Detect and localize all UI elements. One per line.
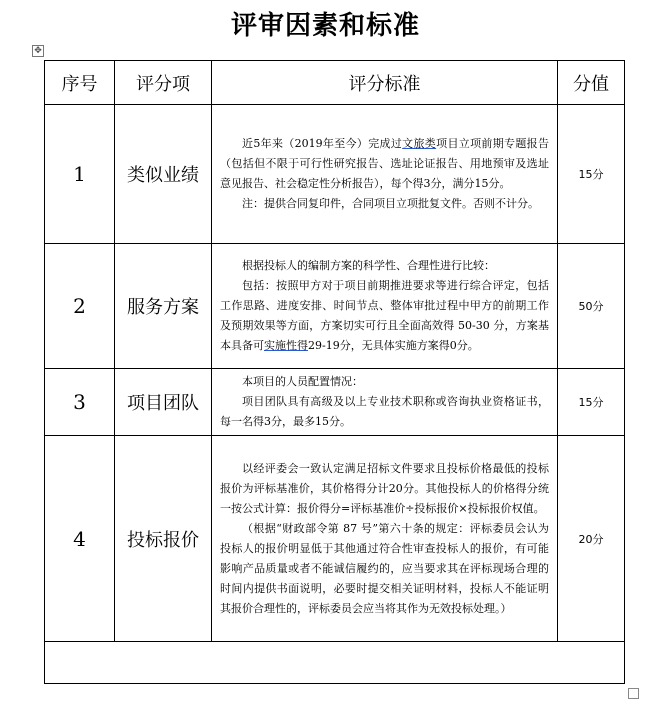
row-score: 20分 <box>558 436 625 642</box>
underlined-text: 实施性得 <box>264 339 308 352</box>
standard-paragraph: 本项目的人员配置情况： <box>242 375 363 388</box>
standard-paragraph: 根据投标人的编制方案的科学性、合理性进行比较： <box>242 259 495 272</box>
table-empty-row <box>45 642 625 684</box>
header-score: 分值 <box>558 61 625 105</box>
row-item: 投标报价 <box>115 436 212 642</box>
standard-paragraph <box>220 134 549 194</box>
row-score: 50分 <box>558 244 625 369</box>
text-run: 项目立项前期专题报告（包括但不限于可行性研究报告、选址论证报告、用地预审及选址意见报告、社会稳定性分析报告），每个得3分，满分15分。 <box>220 137 550 190</box>
row-item: 项目团队 <box>115 369 212 436</box>
row-item: 服务方案 <box>115 244 212 369</box>
row-no: 4 <box>45 436 115 642</box>
scoring-table <box>44 60 625 684</box>
standard-paragraph <box>220 276 549 356</box>
table-header-row <box>45 61 625 105</box>
row-standard <box>212 105 558 244</box>
table-row <box>45 244 625 369</box>
standard-note: 注：提供合同复印件，合同项目立项批复文件。否则不计分。 <box>242 197 539 210</box>
page-title: 评审因素和标准 <box>230 11 420 41</box>
row-standard <box>212 436 558 642</box>
standard-paragraph: 项目团队具有高级及以上专业技术职称或咨询执业资格证书，每一名得3分，最多15分。 <box>220 395 549 428</box>
row-score: 15分 <box>558 105 625 244</box>
table-resize-handle[interactable] <box>628 688 639 699</box>
table-row <box>45 369 625 436</box>
row-no: 3 <box>45 369 115 436</box>
row-no: 2 <box>45 244 115 369</box>
table-row <box>45 105 625 244</box>
row-standard <box>212 244 558 369</box>
row-item: 类似业绩 <box>115 105 212 244</box>
standard-paragraph: 以经评委会一致认定满足招标文件要求且投标价格最低的投标报价为评标基准价，其价格得分计20分。其他投标人的价格得分统一按公式计算：报价得分=评标基准价÷投标报价×投标报价权值。 <box>220 461 549 515</box>
row-standard <box>212 369 558 436</box>
text-run: 近5年来（2019年至今）完成过 <box>242 137 403 150</box>
empty-merged-cell <box>45 642 625 684</box>
standard-paragraph: （根据“财政部令第 87 号”第六十条的规定：评标委员会认为投标人的报价明显低于其他通过符合性审查投标人的报价，有可能影响产品质量或者不能诚信履约的，应当要求其在评标现场合理的时间内提供书面说明，必要时提交相关证明材料，投标人不能证明其报价合理性的，评标委员会应当将其作为无效投标处理。） <box>220 521 549 615</box>
move-handle-icon[interactable]: ✥ <box>32 45 44 57</box>
underlined-text: 文旅类 <box>402 137 437 150</box>
text-run: 包括：按照甲方对于项目前期推进要求等进行综合评定，包括工作思路、进度安排、时间节点、整体审批过程中甲方的前期工作及预期效果等方面，方案切实可行且全面高效得 50-30 分，方案基本具备可 <box>220 279 549 352</box>
row-no: 1 <box>45 105 115 244</box>
header-standard: 评分标准 <box>212 61 558 105</box>
row-score: 15分 <box>558 369 625 436</box>
table-row <box>45 436 625 642</box>
header-item: 评分项 <box>115 61 212 105</box>
header-no: 序号 <box>45 61 115 105</box>
text-run: 29-19分，无具体实施方案得0分。 <box>308 339 479 352</box>
